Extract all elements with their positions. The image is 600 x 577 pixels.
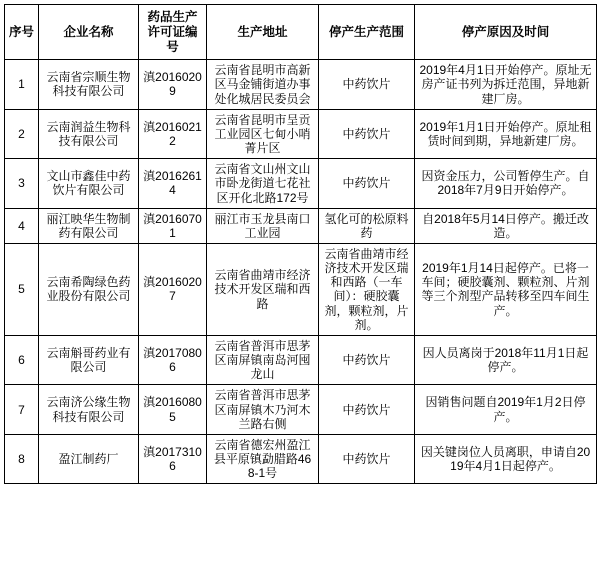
cell-index: 2 <box>5 109 39 158</box>
cell-reason-and-time: 因人员离岗于2018年11月1日起停产。 <box>415 335 597 384</box>
cell-suspended-scope: 中药饮片 <box>319 385 415 434</box>
cell-suspended-scope: 中药饮片 <box>319 335 415 384</box>
cell-reason-and-time: 因销售问题自2019年1月2日停产。 <box>415 385 597 434</box>
table-row <box>5 60 597 109</box>
cell-license-number: 滇20162614 <box>139 159 207 208</box>
cell-production-address: 丽江市玉龙县南口工业园 <box>207 208 319 243</box>
cell-company-name: 丽江映华生物制药有限公司 <box>39 208 139 243</box>
cell-company-name: 云南润益生物科技有限公司 <box>39 109 139 158</box>
table-body <box>5 60 597 484</box>
table-header <box>5 5 597 60</box>
cell-index: 4 <box>5 208 39 243</box>
cell-index: 6 <box>5 335 39 384</box>
cell-license-number: 滇20173106 <box>139 434 207 483</box>
column-header-production-address: 生产地址 <box>207 5 319 60</box>
cell-index: 8 <box>5 434 39 483</box>
cell-index: 7 <box>5 385 39 434</box>
table-row <box>5 434 597 483</box>
cell-company-name: 文山市鑫佳中药饮片有限公司 <box>39 159 139 208</box>
column-header-reason-and-time: 停产原因及时间 <box>415 5 597 60</box>
table-row <box>5 243 597 335</box>
cell-index: 3 <box>5 159 39 208</box>
cell-suspended-scope: 云南省曲靖市经济技术开发区瑞和西路（一车间）：硬胶囊剂，颗粒剂，片剂。 <box>319 243 415 335</box>
production-suspension-table <box>4 4 597 484</box>
column-header-license-number: 药品生产许可证编号 <box>139 5 207 60</box>
cell-reason-and-time: 自2018年5月14日停产。搬迁改造。 <box>415 208 597 243</box>
cell-company-name: 云南济公缘生物科技有限公司 <box>39 385 139 434</box>
cell-company-name: 云南希陶绿色药业股份有限公司 <box>39 243 139 335</box>
cell-reason-and-time: 2019年1月14日起停产。已将一车间；硬胶囊剂、颗粒剂、片剂等三个剂型产品转移至四车间生产。 <box>415 243 597 335</box>
cell-suspended-scope: 中药饮片 <box>319 159 415 208</box>
cell-license-number: 滇20160209 <box>139 60 207 109</box>
cell-production-address: 云南省曲靖市经济技术开发区瑞和西路 <box>207 243 319 335</box>
cell-license-number: 滇20160207 <box>139 243 207 335</box>
cell-suspended-scope: 中药饮片 <box>319 60 415 109</box>
cell-production-address: 云南省普洱市思茅区南屏镇南岛河囤龙山 <box>207 335 319 384</box>
column-header-index: 序号 <box>5 5 39 60</box>
column-header-company-name: 企业名称 <box>39 5 139 60</box>
cell-license-number: 滇20160805 <box>139 385 207 434</box>
cell-license-number: 滇20170806 <box>139 335 207 384</box>
cell-suspended-scope: 氢化可的松原料药 <box>319 208 415 243</box>
cell-reason-and-time: 因关键岗位人员离职，申请自2019年4月1日起停产。 <box>415 434 597 483</box>
table-row <box>5 385 597 434</box>
cell-license-number: 滇20160701 <box>139 208 207 243</box>
cell-index: 1 <box>5 60 39 109</box>
table-row <box>5 208 597 243</box>
column-header-suspended-scope: 停产生产范围 <box>319 5 415 60</box>
cell-company-name: 云南斛哥药业有限公司 <box>39 335 139 384</box>
cell-company-name: 云南省宗顺生物科技有限公司 <box>39 60 139 109</box>
cell-reason-and-time: 因资金压力，公司暂停生产。自2018年7月9日开始停产。 <box>415 159 597 208</box>
table-row <box>5 335 597 384</box>
cell-production-address: 云南省普洱市思茅区南屏镇木乃河木兰路右侧 <box>207 385 319 434</box>
cell-index: 5 <box>5 243 39 335</box>
table-row <box>5 159 597 208</box>
cell-production-address: 云南省文山州文山市卧龙街道七花社区开化北路172号 <box>207 159 319 208</box>
cell-production-address: 云南省昆明市高新区马金铺街道办事处化城居民委员会 <box>207 60 319 109</box>
cell-reason-and-time: 2019年4月1日开始停产。原址无房产证书列为拆迁范围，异地新建厂房。 <box>415 60 597 109</box>
cell-reason-and-time: 2019年1月1日开始停产。原址租赁时间到期，异地新建厂房。 <box>415 109 597 158</box>
cell-license-number: 滇20160212 <box>139 109 207 158</box>
table-header-row <box>5 5 597 60</box>
cell-company-name: 盈江制药厂 <box>39 434 139 483</box>
cell-production-address: 云南省德宏州盈江县平原镇勐腊路468-1号 <box>207 434 319 483</box>
table-row <box>5 109 597 158</box>
cell-production-address: 云南省昆明市呈贡工业园区七甸小哨菁片区 <box>207 109 319 158</box>
cell-suspended-scope: 中药饮片 <box>319 434 415 483</box>
cell-suspended-scope: 中药饮片 <box>319 109 415 158</box>
